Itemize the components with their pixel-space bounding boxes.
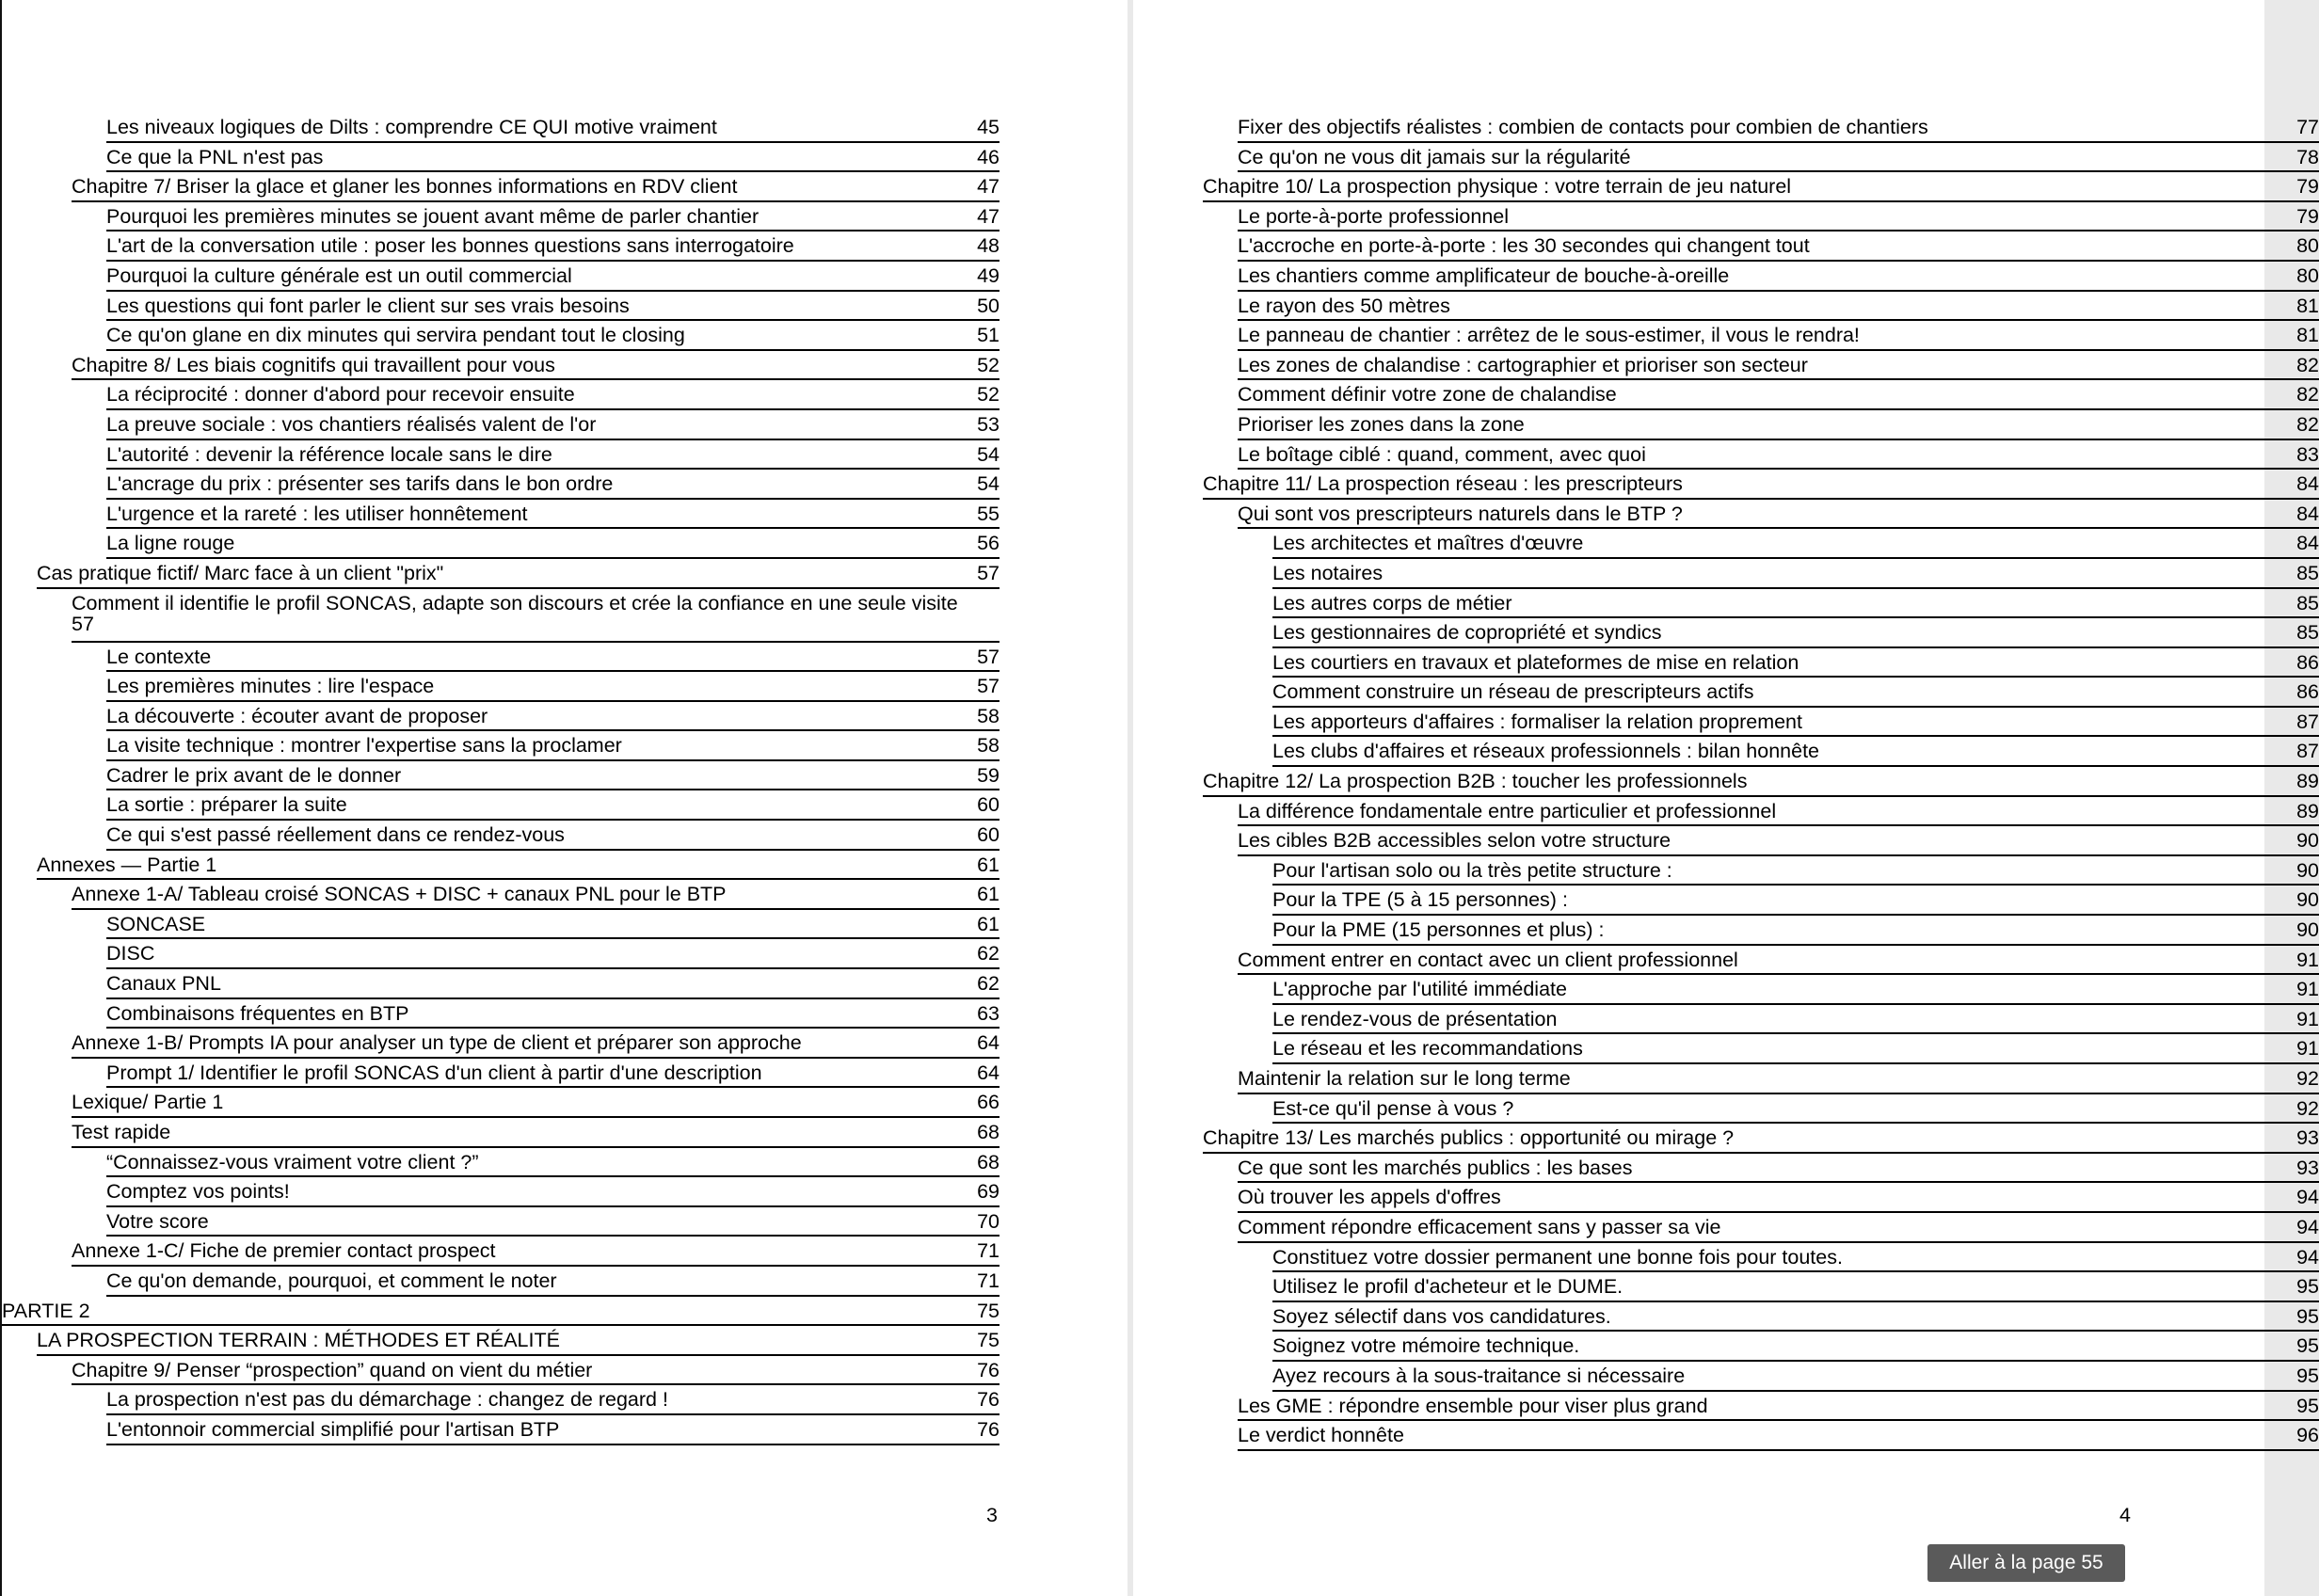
toc-entry-page: 76	[977, 1388, 1000, 1412]
toc-entry-title: L'entonnoir commercial simplifié pour l'artisan BTP	[106, 1417, 560, 1441]
toc-entry[interactable]	[1272, 1332, 2319, 1362]
toc-entry-page: 54	[977, 442, 1000, 466]
toc-entry-page: 76	[977, 1417, 1000, 1441]
toc-entry-title: Comment définir votre zone de chalandise	[1238, 383, 1617, 407]
toc-entry-page: 93	[2296, 1126, 2319, 1150]
toc-entry-page: 79	[2296, 204, 2319, 228]
toc-entry-page: 75	[977, 1329, 1000, 1352]
toc-entry-title: Qui sont vos prescripteurs naturels dans le BTP ?	[1238, 502, 1683, 525]
toc-entry-page: 91	[2296, 978, 2319, 1001]
toc-entry-title: Lexique/ Partie 1	[72, 1091, 224, 1114]
toc-entry-title: Chapitre 10/ La prospection physique : votre terrain de jeu naturel	[1203, 175, 1792, 199]
toc-entry-page: 71	[977, 1269, 1000, 1292]
toc-entry[interactable]	[1238, 440, 2319, 471]
toc-entry[interactable]	[72, 589, 1000, 643]
toc-entry-page: 68	[977, 1150, 1000, 1173]
toc-entry-title: Cas pratique fictif/ Marc face à un client "prix"	[37, 561, 444, 584]
toc-entry-page: 53	[977, 412, 1000, 436]
toc-entry-title: Comment entrer en contact avec un client professionnel	[1238, 948, 1738, 971]
toc-entry-title: Le rayon des 50 mètres	[1238, 294, 1450, 317]
toc-entry-title: Comment répondre efficacement sans y passer sa vie	[1238, 1215, 1721, 1238]
toc-entry[interactable]	[72, 1029, 1000, 1059]
toc-entry[interactable]	[1238, 292, 2319, 322]
toc-entry-title: Utilisez le profil d'acheteur et le DUME.	[1272, 1275, 1623, 1299]
toc-entry-page: 66	[977, 1091, 1000, 1114]
toc-entry[interactable]	[106, 910, 1000, 940]
toc-entry[interactable]	[106, 440, 1000, 471]
toc-entry-page: 89	[2296, 770, 2319, 793]
toc-entry-page: 47	[977, 204, 1000, 228]
toc-entry[interactable]	[1272, 1302, 2319, 1333]
toc-entry-title: Ayez recours à la sous-traitance si nécessaire	[1272, 1364, 1686, 1387]
toc-entry-page: 81	[2296, 324, 2319, 347]
goto-page-button[interactable]: Aller à la page 55	[1927, 1544, 2125, 1582]
toc-entry-title: PARTIE 2	[2, 1299, 90, 1322]
toc-entry[interactable]	[1238, 231, 2319, 262]
toc-entry-title: L'autorité : devenir la référence locale sans le dire	[106, 442, 552, 466]
toc-entry-page: 89	[2296, 799, 2319, 822]
toc-entry-title: Les clubs d'affaires et réseaux professionnels : bilan honnête	[1272, 740, 1819, 763]
toc-entry-page: 69	[977, 1180, 1000, 1204]
toc-entry-page: 86	[2296, 650, 2319, 674]
toc-entry-page: 57	[977, 645, 1000, 668]
toc-entry[interactable]	[106, 292, 1000, 322]
toc-entry-page: 86	[2296, 680, 2319, 704]
toc-entry-title: La ligne rouge	[106, 532, 235, 555]
toc-entry-title: LA PROSPECTION TERRAIN : MÉTHODES ET RÉALITÉ	[37, 1329, 560, 1352]
toc-entry-page: 55	[977, 502, 1000, 525]
toc-entry-page: 61	[977, 853, 1000, 876]
toc-entry-page: 77	[2296, 116, 2319, 138]
toc-entry-title: Soignez votre mémoire technique.	[1272, 1334, 1580, 1358]
toc-entry-page: 95	[2296, 1304, 2319, 1328]
toc-entry-page: 84	[2296, 532, 2319, 555]
toc-entry-title: Chapitre 13/ Les marchés publics : opportunité ou mirage ?	[1203, 1126, 1735, 1150]
toc-entry-page: 95	[2296, 1364, 2319, 1387]
toc-entry-title: Les notaires	[1272, 561, 1383, 584]
toc-entry-title: Prioriser les zones dans la zone	[1238, 412, 1525, 436]
toc-entry-page: 49	[977, 263, 1000, 287]
toc-entry-page: 61	[977, 883, 1000, 906]
toc-entry-title: Le rendez-vous de présentation	[1272, 1007, 1558, 1030]
toc-entry-page: 45	[977, 116, 1000, 138]
toc-entry[interactable]	[1238, 500, 2319, 530]
toc-entry-page: 78	[2296, 145, 2319, 168]
toc-entry-title: Les zones de chalandise : cartographier et prioriser son secteur	[1238, 353, 1808, 376]
toc-entry[interactable]	[106, 1148, 1000, 1178]
toc-entry-page: 56	[977, 532, 1000, 555]
toc-entry[interactable]	[106, 410, 1000, 440]
toc-entry[interactable]	[72, 1088, 1000, 1118]
toc-entry-title: Annexe 1-A/ Tableau croisé SONCAS + DISC + canaux PNL pour le BTP	[72, 883, 727, 906]
page-number: 3	[986, 1504, 998, 1526]
toc-entry[interactable]	[1238, 1213, 2319, 1243]
toc-entry-page: 95	[2296, 1275, 2319, 1299]
toc-entry-page: 60	[977, 793, 1000, 817]
toc-entry-title: Le porte-à-porte professionnel	[1238, 204, 1510, 228]
toc-entry[interactable]	[106, 790, 1000, 821]
toc-entry-page: 46	[977, 145, 1000, 168]
toc-entry[interactable]	[1238, 1154, 2319, 1184]
toc-entry[interactable]	[1238, 113, 2319, 143]
toc-entry-page: 85	[2296, 561, 2319, 584]
page-number: 4	[2119, 1504, 2131, 1526]
toc-entry-page: 64	[977, 1061, 1000, 1084]
toc-entry-page: 79	[2296, 175, 2319, 199]
toc-entry-title: L'art de la conversation utile : poser les bonnes questions sans interrogatoire	[106, 234, 794, 258]
toc-entry[interactable]	[1238, 1183, 2319, 1213]
toc-entry-title: Annexe 1-B/ Prompts IA pour analyser un type de client et préparer son approche	[72, 1031, 802, 1055]
toc-entry[interactable]	[106, 672, 1000, 702]
toc-entry[interactable]	[106, 262, 1000, 292]
toc-entry-page: 59	[977, 763, 1000, 787]
toc-entry-title: Les courtiers en travaux et plateformes de mise en relation	[1272, 650, 1799, 674]
toc-entry[interactable]	[1272, 856, 2319, 886]
toc-entry-page: 75	[977, 1299, 1000, 1322]
toc-entry[interactable]	[106, 1385, 1000, 1415]
toc-entry[interactable]	[106, 1059, 1000, 1089]
toc-entry[interactable]	[1272, 1034, 2319, 1064]
toc-entry-title: Est-ce qu'il pense à vous ?	[1272, 1096, 1514, 1120]
toc-entry[interactable]	[106, 529, 1000, 559]
toc-entry[interactable]	[72, 1356, 1000, 1386]
toc-entry[interactable]	[37, 851, 1000, 881]
toc-entry[interactable]	[1272, 1094, 2319, 1125]
toc-entry-title: Chapitre 7/ Briser la glace et glaner les bonnes informations en RDV client	[72, 175, 738, 199]
toc-entry-title: Pour l'artisan solo ou la très petite structure :	[1272, 858, 1672, 882]
toc-entry-page: 57	[977, 561, 1000, 584]
toc-list-left	[2, 113, 1000, 1445]
toc-entry-title: Comptez vos points!	[106, 1180, 290, 1204]
toc-entry[interactable]	[2, 1297, 1000, 1327]
toc-entry[interactable]	[106, 202, 1000, 232]
toc-entry-page: 87	[2296, 710, 2319, 733]
toc-entry-page: 87	[2296, 740, 2319, 763]
toc-entry[interactable]	[1238, 1392, 2319, 1422]
toc-entry-title: Le panneau de chantier : arrêtez de le sous-estimer, il vous le rendra!	[1238, 324, 1860, 347]
toc-entry-page: 62	[977, 942, 1000, 966]
toc-entry-page: 82	[2296, 353, 2319, 376]
toc-entry-title: Ce que sont les marchés publics : les bases	[1238, 1156, 1633, 1179]
toc-entry-title: Les niveaux logiques de Dilts : comprendre CE QUI motive vraiment	[106, 116, 717, 138]
toc-entry-page: 84	[2296, 472, 2319, 496]
toc-entry-title: Maintenir la relation sur le long terme	[1238, 1067, 1571, 1090]
toc-entry-title: Les apporteurs d'affaires : formaliser la relation proprement	[1272, 710, 1802, 733]
toc-entry-page: 62	[977, 972, 1000, 996]
toc-entry-title: Le contexte	[106, 645, 212, 668]
toc-entry-page: 57	[977, 675, 1000, 698]
toc-entry[interactable]	[1238, 946, 2319, 976]
toc-entry[interactable]	[1272, 916, 2319, 946]
toc-entry-title: La visite technique : montrer l'expertise sans la proclamer	[106, 734, 622, 758]
toc-entry-page: 58	[977, 734, 1000, 758]
toc-entry[interactable]	[1272, 708, 2319, 738]
toc-entry-title: La prospection n'est pas du démarchage : changez de regard !	[106, 1388, 668, 1412]
toc-entry-title: Les GME : répondre ensemble pour viser plus grand	[1238, 1394, 1708, 1417]
toc-entry-title: L'accroche en porte-à-porte : les 30 secondes qui changent tout	[1238, 234, 1810, 258]
toc-entry[interactable]	[1238, 380, 2319, 410]
toc-entry[interactable]	[106, 731, 1000, 761]
toc-entry-title: Pourquoi les premières minutes se jouent avant même de parler chantier	[106, 204, 760, 228]
toc-entry-page: 85	[2296, 621, 2319, 645]
page-right	[1133, 0, 2319, 1596]
toc-entry-title: Fixer des objectifs réalistes : combien de contacts pour combien de chantiers	[1238, 116, 1928, 138]
toc-entry-page: 81	[2296, 294, 2319, 317]
toc-entry-title: Chapitre 11/ La prospection réseau : les prescripteurs	[1203, 472, 1683, 496]
toc-entry[interactable]	[106, 999, 1000, 1029]
toc-entry-page: 96	[2296, 1424, 2319, 1447]
toc-entry-title: Les questions qui font parler le client sur ses vrais besoins	[106, 294, 630, 317]
toc-entry-page: 71	[977, 1239, 1000, 1263]
toc-entry-title: La preuve sociale : vos chantiers réalisés valent de l'or	[106, 412, 597, 436]
toc-entry-title: Annexe 1-C/ Fiche de premier contact prospect	[72, 1239, 496, 1263]
toc-entry-page: 80	[2296, 263, 2319, 287]
toc-entry-title: Comment il identifie le profil SONCAS, adapte son discours et crée la confiance en une seule visite	[72, 591, 958, 614]
toc-entry-title: Le verdict honnête	[1238, 1424, 1404, 1447]
toc-entry-title: “Connaissez-vous vraiment votre client ?”	[106, 1150, 479, 1173]
toc-entry[interactable]	[1238, 262, 2319, 292]
toc-entry-title: Les gestionnaires de copropriété et syndics	[1272, 621, 1662, 645]
toc-entry-page: 95	[2296, 1394, 2319, 1417]
toc-entry[interactable]	[1272, 1362, 2319, 1392]
toc-entry[interactable]	[106, 939, 1000, 969]
toc-entry-title: La réciprocité : donner d'abord pour recevoir ensuite	[106, 383, 575, 407]
toc-entry-page: 90	[2296, 918, 2319, 942]
toc-entry-title: Chapitre 8/ Les biais cognitifs qui travaillent pour vous	[72, 353, 555, 376]
toc-entry-page: 60	[977, 823, 1000, 847]
toc-entry-page: 94	[2296, 1245, 2319, 1269]
toc-entry-page: 82	[2296, 412, 2319, 436]
toc-entry-title: L'approche par l'utilité immédiate	[1272, 978, 1567, 1001]
toc-entry[interactable]	[106, 1415, 1000, 1445]
toc-entry[interactable]	[72, 172, 1000, 202]
toc-entry-title: SONCASE	[106, 912, 206, 935]
toc-entry-title: Comment construire un réseau de prescripteurs actifs	[1272, 680, 1754, 704]
toc-entry-page: 50	[977, 294, 1000, 317]
toc-entry-title: Le réseau et les recommandations	[1272, 1037, 1583, 1061]
toc-entry[interactable]	[106, 113, 1000, 143]
toc-entry-page: 51	[977, 324, 1000, 347]
toc-entry-title: Ce qui s'est passé réellement dans ce rendez-vous	[106, 823, 565, 847]
toc-entry-page: 92	[2296, 1067, 2319, 1090]
toc-entry-page: 90	[2296, 858, 2319, 882]
toc-entry[interactable]	[1238, 351, 2319, 381]
toc-entry[interactable]	[72, 880, 1000, 910]
toc-entry-title: Le boîtage ciblé : quand, comment, avec quoi	[1238, 442, 1646, 466]
toc-entry-title: DISC	[106, 942, 155, 966]
toc-entry-title: Chapitre 9/ Penser “prospection” quand on vient du métier	[72, 1358, 593, 1381]
toc-entry[interactable]	[106, 969, 1000, 999]
toc-entry-title: Annexes — Partie 1	[37, 853, 217, 876]
toc-entry[interactable]	[1272, 975, 2319, 1005]
toc-entry[interactable]	[37, 559, 1000, 589]
toc-entry[interactable]	[1272, 648, 2319, 678]
toc-entry-title: Test rapide	[72, 1121, 171, 1143]
toc-entry-title: Constituez votre dossier permanent une bonne fois pour toutes.	[1272, 1245, 1843, 1269]
toc-entry-page: 61	[977, 912, 1000, 935]
toc-entry[interactable]	[1272, 618, 2319, 648]
toc-entry[interactable]	[1238, 826, 2319, 856]
toc-entry-title: Pour la PME (15 personnes et plus) :	[1272, 918, 1605, 942]
toc-entry-page: 57	[72, 612, 94, 635]
toc-entry[interactable]	[1272, 737, 2319, 767]
toc-entry[interactable]	[1238, 1421, 2319, 1451]
toc-entry[interactable]	[1203, 172, 2319, 202]
toc-entry[interactable]	[1272, 886, 2319, 916]
toc-entry-title: Les cibles B2B accessibles selon votre structure	[1238, 829, 1671, 853]
toc-entry-page: 93	[2296, 1156, 2319, 1179]
toc-entry-page: 82	[2296, 383, 2319, 407]
toc-entry-page: 91	[2296, 1037, 2319, 1061]
toc-entry[interactable]	[106, 231, 1000, 262]
toc-entry-page: 68	[977, 1121, 1000, 1143]
toc-entry-page: 54	[977, 472, 1000, 496]
toc-entry[interactable]	[1272, 589, 2319, 619]
toc-entry[interactable]	[1272, 1005, 2319, 1035]
toc-entry[interactable]	[106, 821, 1000, 851]
toc-entry[interactable]	[106, 1267, 1000, 1297]
toc-entry[interactable]	[106, 1177, 1000, 1207]
toc-entry-title: La différence fondamentale entre particulier et professionnel	[1238, 799, 1777, 822]
toc-entry-title: Ce que la PNL n'est pas	[106, 145, 324, 168]
toc-entry-page: 58	[977, 704, 1000, 727]
toc-entry-page: 84	[2296, 502, 2319, 525]
toc-entry-title: Soyez sélectif dans vos candidatures.	[1272, 1304, 1611, 1328]
toc-entry-title: Ce qu'on ne vous dit jamais sur la régularité	[1238, 145, 1631, 168]
toc-entry-title: Pour la TPE (5 à 15 personnes) :	[1272, 888, 1568, 912]
toc-entry-title: Cadrer le prix avant de le donner	[106, 763, 402, 787]
toc-entry-page: 91	[2296, 948, 2319, 971]
toc-entry[interactable]	[1272, 559, 2319, 589]
toc-entry-page: 94	[2296, 1186, 2319, 1209]
toc-entry[interactable]	[106, 702, 1000, 732]
toc-entry[interactable]	[106, 500, 1000, 530]
toc-entry[interactable]	[1238, 1064, 2319, 1094]
toc-entry-page: 64	[977, 1031, 1000, 1055]
toc-entry[interactable]	[1272, 1243, 2319, 1273]
page-left	[0, 0, 1128, 1596]
toc-entry[interactable]	[1203, 1124, 2319, 1154]
toc-entry-title: La découverte : écouter avant de proposer	[106, 704, 488, 727]
toc-entry-page: 91	[2296, 1007, 2319, 1030]
toc-entry-title: Les premières minutes : lire l'espace	[106, 675, 435, 698]
toc-entry[interactable]	[1238, 321, 2319, 351]
toc-entry[interactable]	[106, 321, 1000, 351]
toc-entry-page: 85	[2296, 591, 2319, 614]
toc-entry-page: 47	[977, 175, 1000, 199]
toc-entry[interactable]	[37, 1326, 1000, 1356]
toc-entry[interactable]	[1238, 202, 2319, 232]
toc-entry-page: 94	[2296, 1215, 2319, 1238]
toc-entry-page: 76	[977, 1358, 1000, 1381]
toc-entry[interactable]	[106, 643, 1000, 673]
toc-entry[interactable]	[1238, 797, 2319, 827]
toc-entry[interactable]	[1272, 529, 2319, 559]
toc-entry-title: Où trouver les appels d'offres	[1238, 1186, 1501, 1209]
toc-entry[interactable]	[106, 761, 1000, 791]
toc-entry-title: Canaux PNL	[106, 972, 221, 996]
toc-entry-title: L'ancrage du prix : présenter ses tarifs dans le bon ordre	[106, 472, 614, 496]
toc-entry[interactable]	[72, 1237, 1000, 1267]
toc-entry-page: 92	[2296, 1096, 2319, 1120]
toc-entry-page: 90	[2296, 888, 2319, 912]
toc-entry[interactable]	[1203, 767, 2319, 797]
toc-entry-title: Votre score	[106, 1209, 209, 1233]
toc-entry-title: Ce qu'on glane en dix minutes qui servira pendant tout le closing	[106, 324, 685, 347]
toc-entry-title: Prompt 1/ Identifier le profil SONCAS d'un client à partir d'une description	[106, 1061, 762, 1084]
toc-list-right	[1203, 113, 2319, 1451]
toc-entry-title: Pourquoi la culture générale est un outil commercial	[106, 263, 572, 287]
toc-entry[interactable]	[1203, 470, 2319, 500]
toc-entry-title: Les autres corps de métier	[1272, 591, 1512, 614]
toc-entry-title: Les chantiers comme amplificateur de bouche-à-oreille	[1238, 263, 1730, 287]
toc-entry-page: 90	[2296, 829, 2319, 853]
toc-entry-page: 95	[2296, 1334, 2319, 1358]
toc-entry[interactable]	[1238, 410, 2319, 440]
toc-entry-page: 83	[2296, 442, 2319, 466]
toc-entry-title: Chapitre 12/ La prospection B2B : toucher les professionnels	[1203, 770, 1748, 793]
toc-entry[interactable]	[1238, 143, 2319, 173]
toc-entry-page: 63	[977, 1001, 1000, 1025]
toc-entry-title: Combinaisons fréquentes en BTP	[106, 1001, 409, 1025]
toc-entry[interactable]	[72, 351, 1000, 381]
toc-entry-title: L'urgence et la rareté : les utiliser honnêtement	[106, 502, 528, 525]
toc-entry[interactable]	[106, 1207, 1000, 1237]
toc-entry-page: 80	[2296, 234, 2319, 258]
toc-entry-page: 52	[977, 383, 1000, 407]
toc-entry-title: Les architectes et maîtres d'œuvre	[1272, 532, 1584, 555]
toc-entry[interactable]	[106, 470, 1000, 500]
toc-entry-page: 52	[977, 353, 1000, 376]
toc-entry-page: 48	[977, 234, 1000, 258]
toc-entry[interactable]	[1272, 678, 2319, 708]
toc-entry-title: La sortie : préparer la suite	[106, 793, 347, 817]
toc-entry[interactable]	[106, 143, 1000, 173]
toc-entry[interactable]	[1272, 1272, 2319, 1302]
toc-entry[interactable]	[106, 380, 1000, 410]
toc-entry-page: 70	[977, 1209, 1000, 1233]
toc-entry-title: Ce qu'on demande, pourquoi, et comment le noter	[106, 1269, 557, 1292]
toc-entry[interactable]	[72, 1118, 1000, 1148]
